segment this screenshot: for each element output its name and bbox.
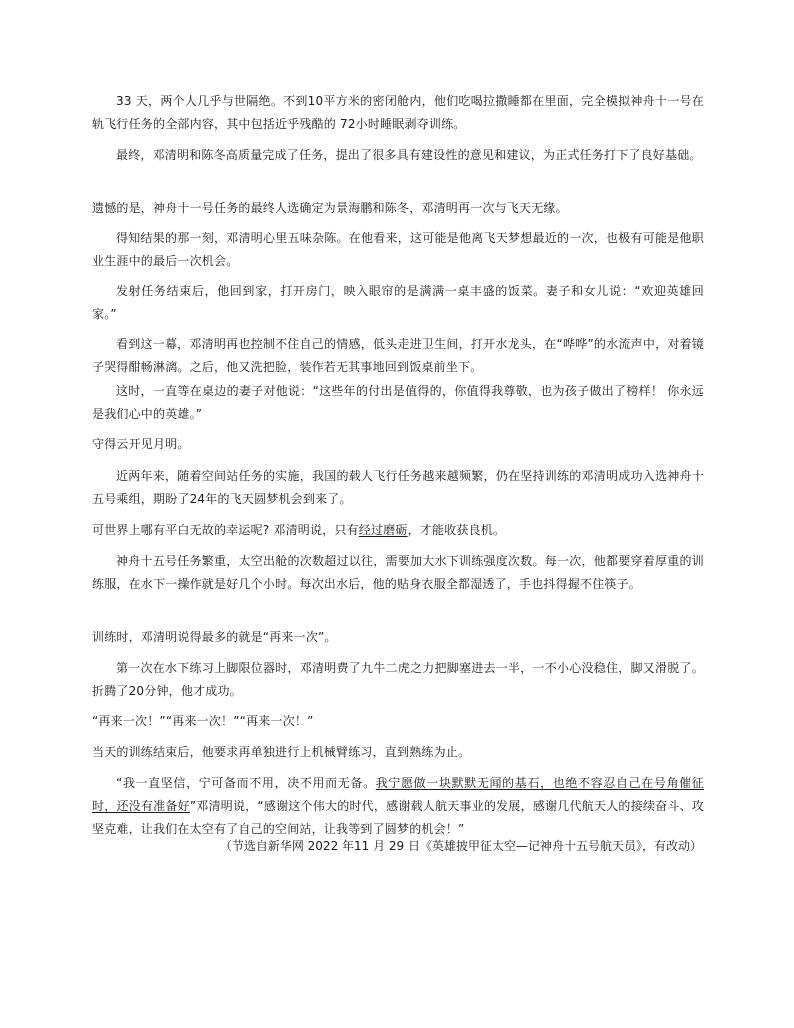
paragraph-16-text-b: ”邓清明说，“感谢这个伟大的时代，感谢载人航天事业的发展，感谢几代航天人的接续奋斗、攻坚克难，让我们在太空有了自己的空间站，让我等到了圆梦的机会！” <box>92 799 704 836</box>
paragraph-13: 第一次在水下练习上脚限位器时，邓清明费了九牛二虎之力把脚塞进去一半，一不小心没稳住，脚又滑脱了。折腾了20分钟，他才成功。 <box>92 661 704 698</box>
paragraph-8: 守得云开见月明。 <box>92 437 190 451</box>
paragraph-6: 看到这一幕，邓清明再也控制不住自己的情感，低头走进卫生间，打开水龙头，在“哗哗”的水流声中，对着镜子哭得酣畅淋漓。之后，他又洗把脸，装作若无其事地回到饭桌前坐下。 <box>92 337 704 374</box>
paragraph-12: 训练时，邓清明说得最多的就是“再来一次”。 <box>92 630 337 644</box>
paragraph-16 <box>92 772 704 841</box>
paragraph-1: 33 天，两个人几乎与世隔绝。不到10平方米的密闭舱内，他们吃喝拉撒睡都在里面，完全模拟神舟十一号在轨飞行任务的全部内容，其中包括近乎残酷的 72小时睡眠剥夺训练。 <box>92 94 704 131</box>
paragraph-10-text-a: 可世界上哪有平白无故的幸运呢? 邓清明说，只有 <box>92 523 359 537</box>
paragraph-16-text-a: “我一直坚信，宁可备而不用，决不用而无备。 <box>116 776 376 790</box>
underlined-sentence: 我宁愿做一块默默无闻的基石，也绝不容忍自己在号角催征时，还没有准备好 <box>92 776 705 813</box>
underlined-phrase: 经过磨砺 <box>358 523 408 537</box>
source-citation: （节选自新华网 2022 年11 月 29 日《英雄披甲征太空—记神舟十五号航天员》，有改动） <box>219 839 702 853</box>
paragraph-14: “再来一次！”“再来一次！”“再来一次！” <box>92 714 314 728</box>
paragraph-9: 近两年来，随着空间站任务的实施，我国的载人飞行任务越来越频繁，仍在坚持训练的邓清明成功入选神舟十五号乘组，期盼了24年的飞天圆梦机会到来了。 <box>92 469 704 506</box>
paragraph-15: 当天的训练结束后，他要求再单独进行上机械臂练习，直到熟练为止。 <box>92 745 471 759</box>
paragraph-2: 最终，邓清明和陈冬高质量完成了任务，提出了很多具有建设性的意见和建议，为正式任务打下了良好基础。 <box>116 148 702 162</box>
paragraph-7: 这时，一直等在桌边的妻子对他说：“这些年的付出是值得的，你值得我尊敬，也为孩子做出了榜样！ 你永远是我们心中的英雄。” <box>92 384 704 421</box>
paragraph-11: 神舟十五号任务繁重，太空出舱的次数超过以往，需要加大水下训练强度次数。每一次，他都要穿着厚重的训练服，在水下一操作就是好几个小时。每次出水后，他的贴身衣服全都湿透了，手也抖得握不住筷子。 <box>92 554 704 591</box>
paragraph-10 <box>92 519 704 542</box>
paragraph-5: 发射任务结束后，他回到家，打开房门，映入眼帘的是满满一桌丰盛的饭菜。妻子和女儿说：“欢迎英雄回家。” <box>92 284 704 321</box>
paragraph-4: 得知结果的那一刻，邓清明心里五味杂陈。在他看来，这可能是他离飞天梦想最近的一次，也极有可能是他职业生涯中的最后一次机会。 <box>92 231 704 268</box>
paragraph-3: 遗憾的是，神舟十一号任务的最终人选确定为景海鹏和陈冬，邓清明再一次与飞天无缘。 <box>92 201 568 215</box>
paragraph-10-text-b: ，才能收获良机。 <box>407 523 506 537</box>
